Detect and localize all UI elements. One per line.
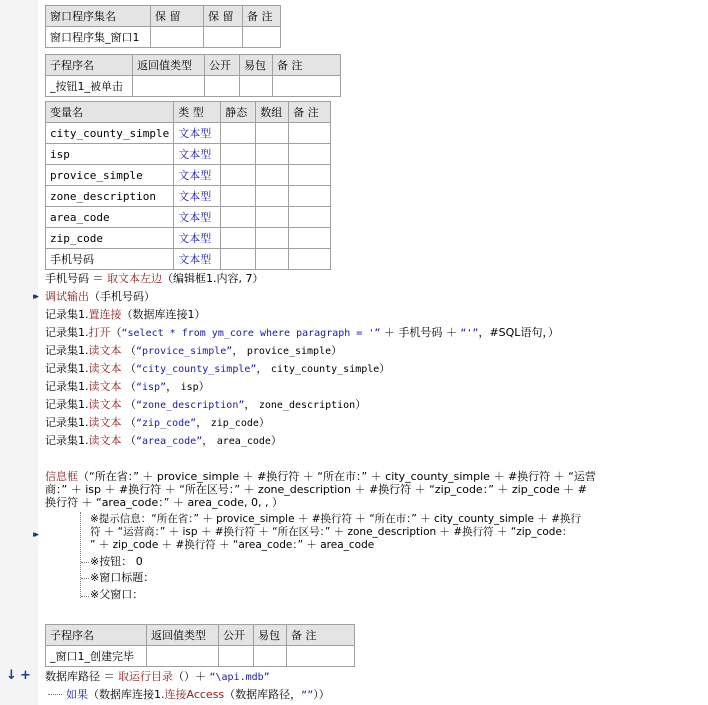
cell[interactable] [147,646,219,667]
code-string: “city_county_simple” [136,364,257,375]
code-keyword: 如果 [66,688,88,701]
param-window-title[interactable]: ※窗口标题： [90,571,155,584]
code-text: 手机号码 ＝ [45,272,107,285]
subprogram-table-1 [45,54,341,97]
breakpoint-marker-icon[interactable]: ▸▸ [33,530,37,540]
code-text: （数据库路径， [224,688,302,701]
code-line-debug-output[interactable] [45,288,155,305]
code-text: （ [110,326,122,339]
cell[interactable] [151,27,204,48]
code-var: zone_description [258,400,356,411]
code-line-assign-phone[interactable] [45,270,264,287]
var-name[interactable]: provice_simple [46,165,174,186]
code-text: 记录集1. [45,434,89,447]
code-text: 数据库路径 ＝ [45,670,118,683]
code-func: 打开 [88,326,111,339]
code-func: 读文本 [88,416,122,429]
var-type[interactable]: 文本型 [174,123,221,144]
code-string: “zip_code” [136,418,197,429]
cell-assembly-name[interactable]: 窗口程序集_窗口1 [46,27,151,48]
header-cell: 变量名 [46,102,174,123]
code-text: 记录集1. [45,326,89,339]
current-line-arrow-icon: ↓ [6,668,17,683]
tree-branch [81,562,89,563]
cell[interactable] [221,249,256,270]
code-func: 读文本 [88,380,122,393]
cell[interactable] [221,123,256,144]
var-type[interactable]: 文本型 [174,207,221,228]
code-text: 记录集1. [45,344,89,357]
subprogram-table-2 [45,624,355,667]
code-string: “isp” [136,382,167,393]
cell[interactable] [273,76,341,97]
code-text: （“所在省：” ＋ provice_simple ＋ #换行符 ＋ “所在市：” ＋ city_county_simple ＋ #换行符 ＋ “运营 [78,470,596,483]
code-var: area_code [216,436,271,447]
param-parent-window[interactable]: ※父窗口： [90,588,144,601]
table-row [46,165,331,186]
cell[interactable] [221,207,256,228]
cell[interactable] [289,165,331,186]
table-row [46,249,331,270]
code-func: 连接Access [164,688,225,701]
code-text: （数据库连接1. [88,688,165,701]
code-func: 读文本 [88,362,122,375]
header-cell: 易包 [240,55,273,76]
header-cell: 易包 [254,625,287,646]
cell[interactable] [256,207,289,228]
cell[interactable] [221,228,256,249]
code-text: ，#SQL语句，） [478,326,559,339]
var-type[interactable]: 文本型 [174,228,221,249]
code-text: 记录集1. [45,308,89,321]
cell[interactable] [256,186,289,207]
code-line-set-connection[interactable] [45,306,206,323]
var-type[interactable]: 文本型 [174,165,221,186]
tree-branch [48,694,62,695]
param-prompt[interactable] [90,513,581,552]
code-text: 记录集1. [45,380,89,393]
cell[interactable] [289,249,331,270]
table-row [46,144,331,165]
code-line-read-text[interactable]: 记录集1.读文本 （“isp”， isp） [45,380,210,393]
code-func: 读文本 [88,344,122,357]
var-name[interactable]: area_code [46,207,174,228]
header-cell: 返回值类型 [133,55,205,76]
header-cell: 类 型 [174,102,221,123]
table-row [46,207,331,228]
var-name[interactable]: zip_code [46,228,174,249]
code-func: 取文本左边 [107,272,162,285]
header-cell: 备 注 [289,102,331,123]
code-func: 信息框 [45,470,78,483]
code-text: 记录集1. [45,398,89,411]
code-text: 换行符 ＋ “area_code：” ＋ area_code, 0, , ） [45,496,283,509]
cell[interactable] [221,186,256,207]
header-cell: 备 注 [287,625,355,646]
code-func: 读文本 [88,434,122,447]
cell[interactable] [221,144,256,165]
cell[interactable] [133,76,205,97]
cell[interactable] [287,646,355,667]
code-text: （）＋ [173,670,210,683]
tree-branch [81,578,89,579]
window-assembly-table [45,5,281,48]
code-func: 置连接 [88,308,122,321]
code-var: provice_simple [246,346,332,357]
cell[interactable] [204,27,243,48]
cell[interactable] [289,207,331,228]
code-line-if[interactable] [66,686,330,703]
code-var: zip_code [210,418,259,429]
code-line-msgbox[interactable] [45,470,596,509]
cell[interactable] [289,228,331,249]
line-gutter [0,0,38,705]
code-text: ※提示信息：“所在省：” ＋ provice_simple ＋ #换行符 ＋ “所在市：” ＋ city_county_simple ＋ #换行 [90,513,581,525]
code-string: “\api.mdb” [209,672,270,683]
code-line-open-query[interactable] [45,324,559,341]
header-cell: 数组 [256,102,289,123]
code-func: 调试输出 [45,290,89,303]
var-type[interactable]: 文本型 [174,186,221,207]
header-cell: 保 留 [151,6,204,27]
code-line-read-text[interactable]: 记录集1.读文本 （“area_code”， area_code） [45,434,282,447]
header-cell: 窗口程序集名 [46,6,151,27]
expand-plus-icon[interactable]: + [20,668,31,683]
header-cell: 公开 [205,55,240,76]
table-row [46,123,331,144]
cell[interactable] [240,76,273,97]
code-var: isp [180,382,199,393]
code-string: “” [301,690,314,701]
cell[interactable] [256,228,289,249]
cell-sub-name[interactable]: _按钮1_被单击 [46,76,133,97]
param-tree-line [80,512,81,598]
code-text: 记录集1. [45,416,89,429]
code-text: ” ＋ zip_code ＋ #换行符 ＋ “area_code：” ＋ area_code [90,539,375,551]
var-type[interactable]: 文本型 [174,249,221,270]
cell[interactable] [289,186,331,207]
cell[interactable] [256,249,289,270]
code-line-db-path[interactable] [45,668,270,685]
code-string: “provice_simple” [136,346,233,357]
code-string: “'” [460,328,479,339]
param-button[interactable]: ※按钮： 0 [90,555,143,568]
header-cell: 子程序名 [46,55,133,76]
header-cell: 返回值类型 [147,625,219,646]
code-text: ）） [313,688,330,701]
code-func: 取运行目录 [118,670,173,683]
header-cell: 公开 [219,625,254,646]
code-line-read-text[interactable]: 记录集1.读文本 （“provice_simple”， provice_simple） [45,344,343,357]
cell[interactable] [289,123,331,144]
table-row [46,186,331,207]
code-line-read-text[interactable]: 记录集1.读文本 （“city_county_simple”， city_county_simple） [45,362,391,375]
cell[interactable] [256,123,289,144]
code-line-read-text[interactable]: 记录集1.读文本 （“zone_description”， zone_description） [45,398,367,411]
var-name[interactable]: city_county_simple [46,123,174,144]
code-text: （数据库连接1） [121,308,206,321]
header-cell: 静态 [221,102,256,123]
header-cell: 备 注 [273,55,341,76]
code-string: “select * from ym_core where paragraph = '” [121,328,381,339]
header-cell: 保 留 [204,6,243,27]
variable-table [45,101,331,270]
cell[interactable] [289,144,331,165]
code-var: city_county_simple [270,364,380,375]
cell-sub-name[interactable]: _窗口1_创建完毕 [46,646,147,667]
cell[interactable] [219,646,254,667]
table-row [46,228,331,249]
code-func: 读文本 [88,398,122,411]
code-string: “zone_description” [136,400,245,411]
header-cell: 备 注 [243,6,281,27]
code-text: ＋ 手机号码 ＋ [380,326,461,339]
code-text: （手机号码） [89,290,155,303]
code-text: 记录集1. [45,362,89,375]
cell[interactable] [254,646,287,667]
cell[interactable] [221,165,256,186]
cell[interactable] [256,144,289,165]
code-text: 商：” ＋ isp ＋ #换行符 ＋ “所在区号：” ＋ zone_description ＋ #换行符 ＋ “zip_code：” ＋ zip_code ＋ # [45,483,587,496]
var-name[interactable]: zone_description [46,186,174,207]
code-text: （编辑框1.内容, 7） [162,272,264,285]
breakpoint-marker-icon[interactable]: ▸▸ [33,292,37,302]
cell[interactable] [243,27,281,48]
cell[interactable] [256,165,289,186]
code-text: 符 ＋ “运营商：” ＋ isp ＋ #换行符 ＋ “所在区号：” ＋ zone_description ＋ #换行符 ＋ “zip_code： [90,526,573,538]
tree-branch [81,596,89,597]
header-cell: 子程序名 [46,625,147,646]
cell[interactable] [205,76,240,97]
var-name[interactable]: 手机号码 [46,249,174,270]
var-type[interactable]: 文本型 [174,144,221,165]
var-name[interactable]: isp [46,144,174,165]
code-string: “area_code” [136,436,203,447]
code-line-read-text[interactable]: 记录集1.读文本 （“zip_code”， zip_code） [45,416,270,429]
